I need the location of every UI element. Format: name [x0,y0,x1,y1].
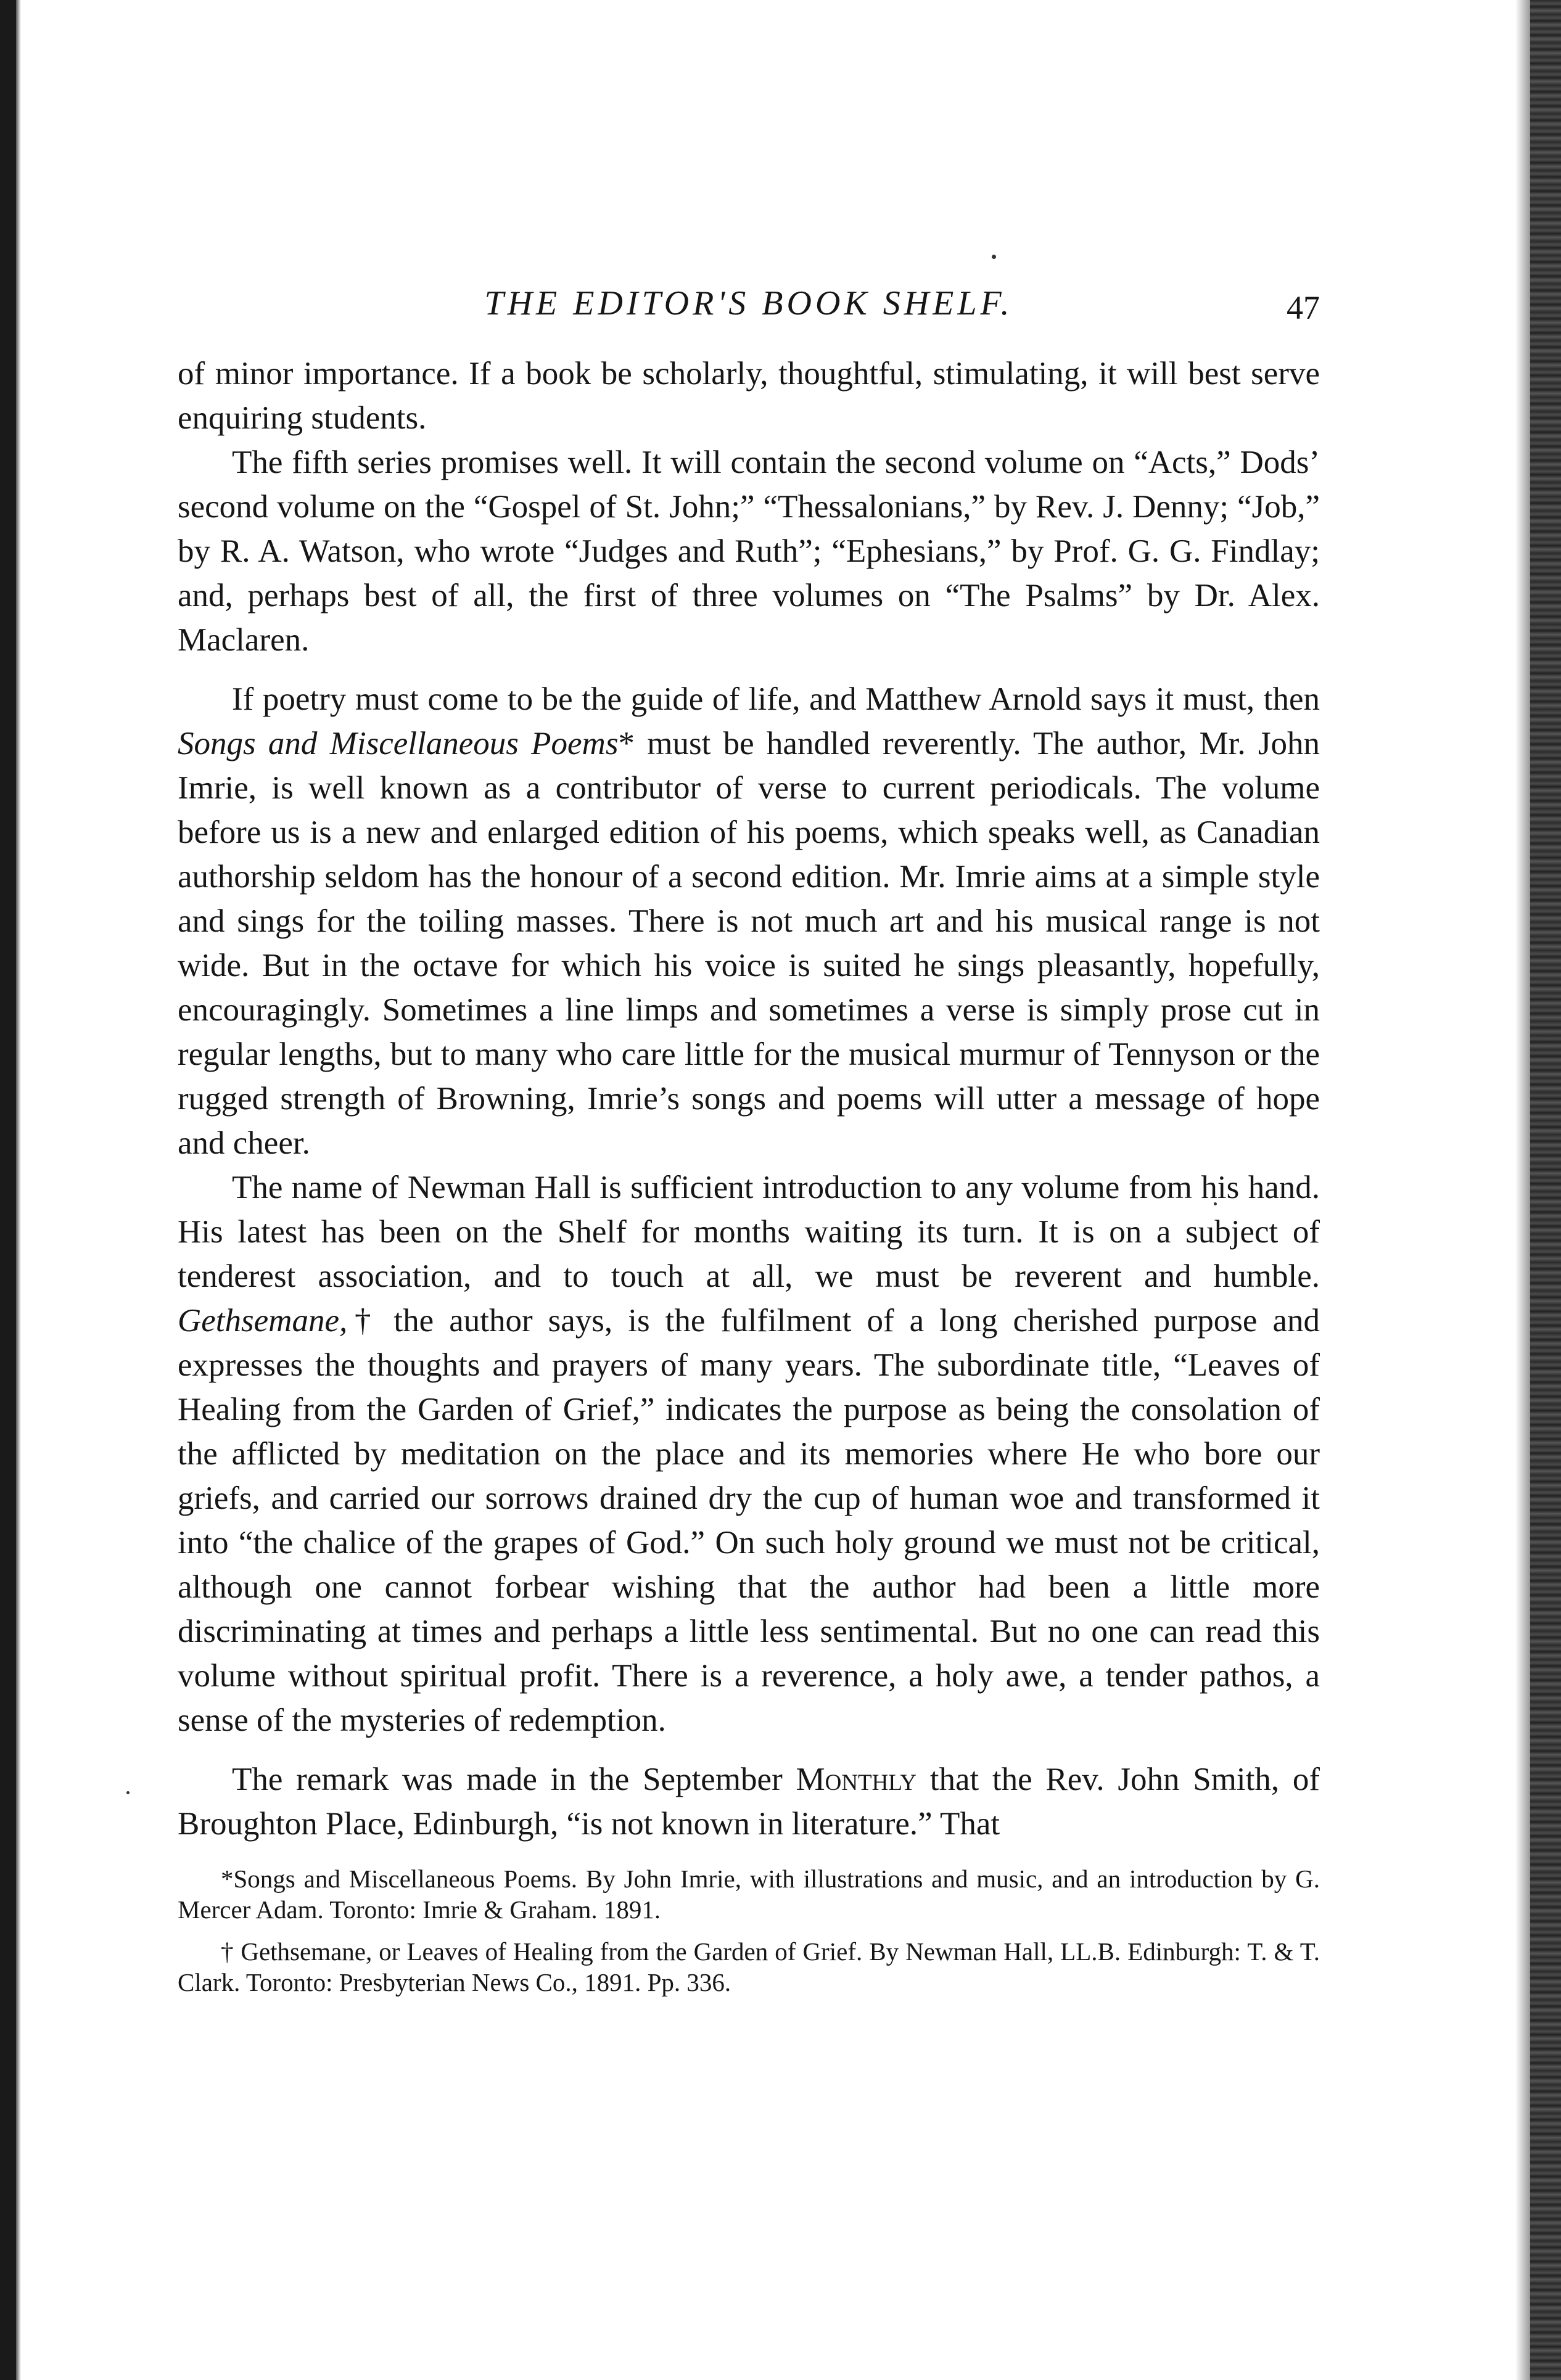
paragraph-newman-hall-review [178,1165,1320,1742]
scan-edge-left-shadow [16,0,21,2380]
book-title-songs: Songs and Miscellaneous Poems [178,726,619,761]
monthly-smallcaps: Monthly [796,1762,916,1797]
footnote-mark-asterisk: * [618,726,635,761]
paragraph-continuation: of minor importance. If a book be scholarly, thoughtful, stimulating, it will best serve enquiring students. [178,356,1320,436]
scan-edge-right-shadow [1515,0,1530,2380]
running-title: THE EDITOR'S BOOK SHELF. [484,284,1013,322]
page-number: 47 [1287,289,1320,326]
footnotes [178,1863,1320,1998]
paragraph-john-smith [178,1757,1320,1846]
text-segment: The name of Newman Hall is sufficient introduction to any volume from his hand. His latest has been on the Shelf for months waiting its turn. It is on a subject of tenderest association, and to touch at all, we must be reverent and humble. [178,1170,1320,1294]
footnote-mark-dagger: † [347,1303,379,1339]
scan-edge-right [1530,0,1561,2380]
text-segment: must be handled reverently. The author, Mr. John Imrie, is well known as a contributor of verse to current periodicals. The volume before us is a new and enlarged edition of his poems, which speaks well, as Canadian authorship seldom has the honour of a second edition. Mr. Imrie aims at a simple style and sings for the toiling masses. There is not much art and his musical range is not wide. But in the octave for which his voice is suited he sings pleasantly, hopefully, encouragingly. Sometimes a line limps and sometimes a verse is simply prose cut in regular lengths, but to many who care little for the musical murmur of Tennyson or the rugged strength of Browning, Imrie’s songs and poems will utter a message of hope and cheer. [178,726,1320,1161]
book-title-gethsemane: Gethsemane, [178,1303,348,1339]
scan-edge-left [0,0,16,2380]
page-header [178,277,1320,351]
footnote-gethsemane: † Gethsemane, or Leaves of Healing from the Garden of Grief. By Newman Hall, LL.B. Edinburgh: T. & T. Clark. Toronto: Presbyterian News Co., 1891. Pp. 336. [178,1937,1320,1996]
book-page [178,277,1320,2009]
text-segment: If poetry must come to be the guide of life, and Matthew Arnold says it must, then [232,681,1320,717]
ink-speck [992,255,996,259]
footnote-songs: *Songs and Miscellaneous Poems. By John Imrie, with illustrations and music, and an introduction by G. Mercer Adam. Toronto: Imrie & Graham. 1891. [178,1865,1320,1924]
ink-speck [126,1791,130,1794]
body-text [178,351,1320,1846]
paragraph-imrie-review [178,677,1320,1165]
text-segment: that the Rev. John Smith, of Broughton Place, Edinburgh, “is not known in literature.” That [178,1762,1320,1842]
text-segment: the author says, is the fulfilment of a long cherished purpose and expresses the thoughts and prayers of many years. The subordinate title, “Leaves of Healing from the Garden of Grief,” indicates the purpose as being the consolation of the afflicted by meditation on the place and its memories where He who bore our griefs, and carried our sorrows drained dry the cup of human woe and transformed it into “the chalice of the grapes of God.” On such holy ground we must not be critical, although one cannot forbear wishing that the author had been a little more discriminating at times and perhaps a little less sentimental. But no one can read this volume without spiritual profit. There is a reverence, a holy awe, a tender pathos, a sense of the mysteries of redemption. [178,1303,1320,1738]
text-segment: The remark was made in the September [232,1762,796,1797]
paragraph-fifth-series: The fifth series promises well. It will contain the second volume on “Acts,” Dods’ second volume on the “Gospel of St. John;” “Thessalonians,” by Rev. J. Denny; “Job,” by R. A. Watson, who wrote “Judges and Ruth”; “Ephesians,” by Prof. G. G. Findlay; and, perhaps best of all, the first of three volumes on “The Psalms” by Dr. Alex. Maclaren. [178,445,1320,658]
